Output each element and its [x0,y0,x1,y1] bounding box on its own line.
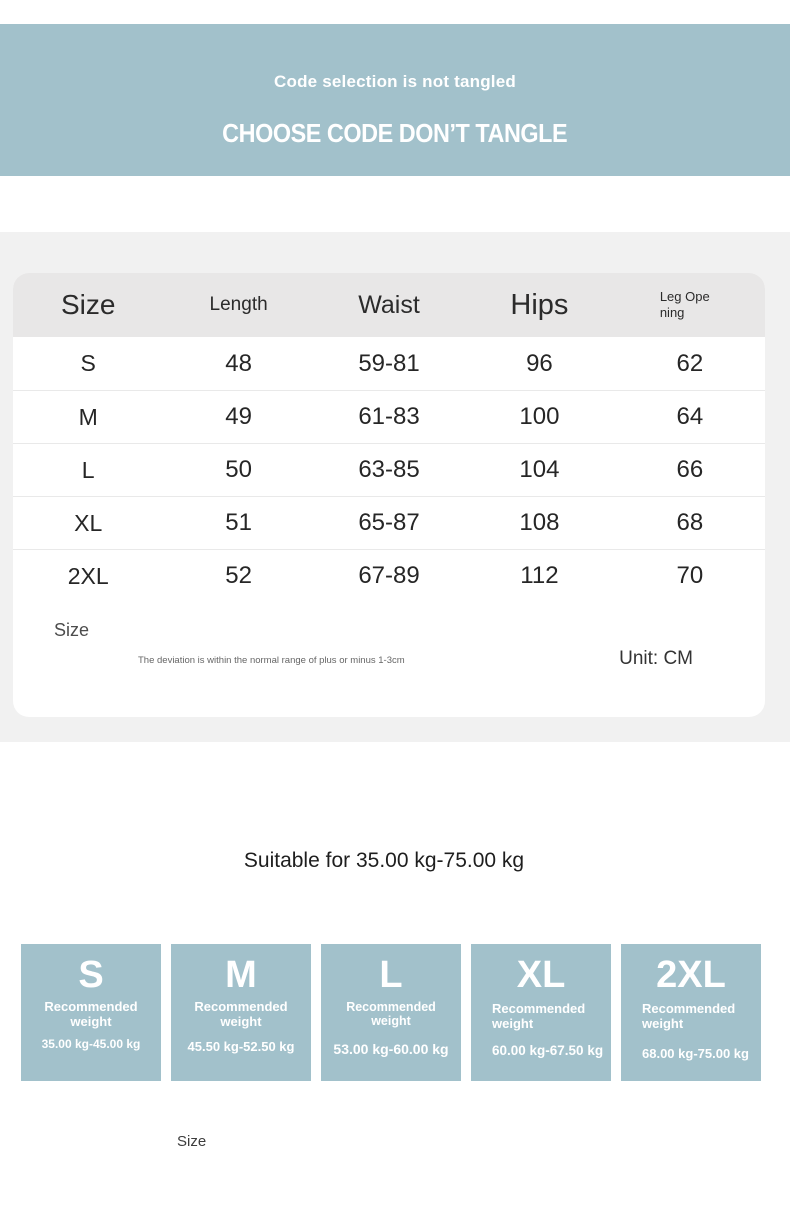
weight-card-m [171,944,311,1081]
table-cell: 70 [676,562,704,589]
table-cell: 50 [225,456,252,483]
table-row-l [13,443,765,496]
bottom-size-label: Size [177,1133,207,1150]
weight-card-label: Recommended weight [346,999,436,1029]
weight-cards-row [21,944,761,1081]
weight-card-range: 45.50 kg-52.50 kg [187,1038,295,1054]
table-cell: 64 [676,403,704,430]
banner-subtitle: Code selection is not tangled [274,72,516,91]
table-cell: 66 [676,456,704,483]
weight-card-size: 2XL [656,954,726,996]
table-row-s [13,337,765,390]
table-cell: XL [74,509,103,536]
column-header-length: Length [209,294,268,315]
table-cell: 63-85 [358,456,420,483]
weight-card-label: Recommended weight [194,998,288,1029]
column-header-leg-opening-text: Leg Ope ning [659,289,710,320]
table-cell: 104 [519,456,560,483]
table-cell: 61-83 [358,403,420,430]
weight-card-size: S [78,954,104,996]
table-cell: 51 [225,509,252,536]
table-cell: 59-81 [358,349,420,377]
table-cell: M [78,403,98,430]
weight-card-label: Recommended weight [44,998,138,1029]
weight-card-range: 68.00 kg-75.00 kg [642,1045,749,1061]
table-cell: 2XL [67,562,109,589]
table-row-xl [13,496,765,549]
weight-card-s [21,944,161,1081]
table-footer-size-label: Size [54,620,90,640]
table-cell: 108 [519,509,560,536]
table-cell: 67-89 [358,562,420,589]
column-header-size: Size [60,289,116,320]
table-header-row [13,273,765,337]
table-row-2xl [13,549,765,602]
weight-card-label: Recommended weight [642,1000,736,1031]
weight-card-size: L [379,954,403,996]
deviation-note: The deviation is within the normal range of plus or minus 1-3cm [138,655,405,666]
table-cell: 49 [225,403,252,430]
table-cell: S [80,350,96,376]
weight-card-xl [471,944,611,1081]
weight-card-range: 35.00 kg-45.00 kg [41,1036,141,1051]
table-cell: 52 [225,562,252,589]
table-row-m [13,390,765,443]
header-banner [0,24,790,176]
table-cell: L [81,456,95,483]
column-header-leg-opening [615,273,765,337]
size-table-panel [0,232,790,742]
weight-card-size: M [225,954,257,996]
table-cell: 68 [676,509,704,536]
table-cell: 100 [519,403,560,430]
weight-card-range: 60.00 kg-67.50 kg [492,1042,604,1058]
weight-card-2xl [621,944,761,1081]
banner-title-text: CHOOSE CODE DON’T TANGLE [222,118,568,148]
banner-title [0,118,790,149]
unit-label: Unit: CM [619,648,693,669]
weight-card-range: 53.00 kg-60.00 kg [333,1040,449,1057]
table-footer [13,602,765,717]
suitable-weight-text: Suitable for 35.00 kg-75.00 kg [243,849,525,872]
table-cell: 96 [526,349,553,377]
table-cell: 65-87 [358,509,420,536]
table-cell: 112 [520,562,559,589]
column-header-waist: Waist [358,290,420,319]
table-cell: 62 [676,349,704,377]
weight-card-size: XL [516,954,566,996]
weight-card-l [321,944,461,1081]
column-header-hips: Hips [510,288,569,321]
table-cell: 48 [225,349,252,377]
weight-card-label: Recommended weight [492,1000,586,1031]
size-table-card [13,273,765,717]
